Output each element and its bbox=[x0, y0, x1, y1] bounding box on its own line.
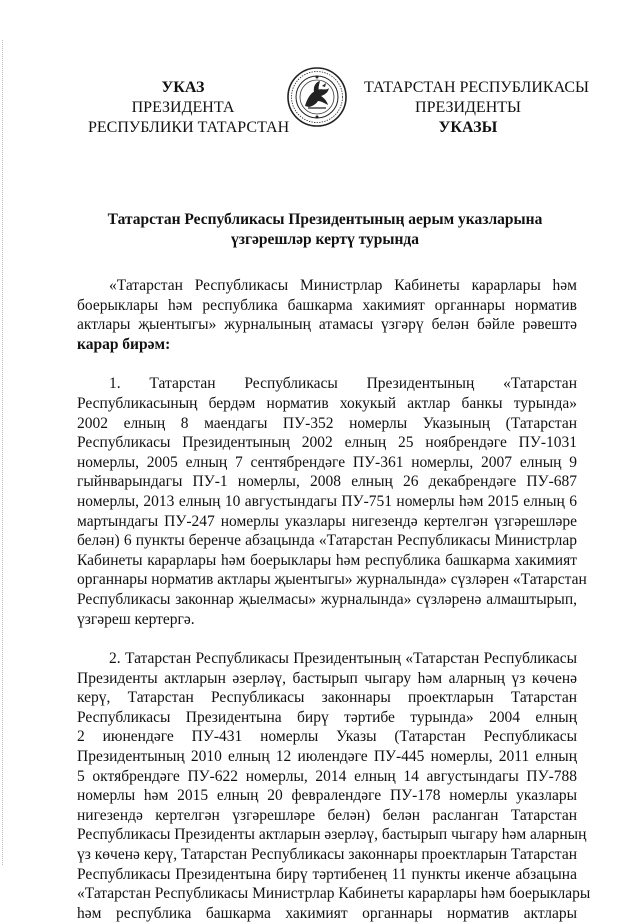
decree-title-line: үзгәрешләр кертү турында bbox=[230, 231, 420, 248]
text-line: Кабинеты карарлары һәм боерыклары һәм республика башкарма хакимият bbox=[77, 551, 577, 569]
paragraph-1 bbox=[77, 374, 587, 629]
header-right-line: УКАЗЫ bbox=[438, 119, 498, 136]
text-line: гыйнварындагы ПУ-1 номерлы, 2008 елның 26 декабрендәге ПУ-687 bbox=[77, 473, 577, 491]
text-line: номерлы һәм 2015 елның 20 февралендәге ПУ-178 номерлы указлары bbox=[77, 787, 577, 805]
text-line: 5 октябрендәге ПУ-622 номерлы, 2014 елның 14 августындагы ПУ-788 bbox=[77, 767, 577, 785]
tatarstan-coat-of-arms-icon bbox=[286, 66, 348, 128]
text-line: үзгәреш кертергә. bbox=[77, 610, 195, 628]
text-line: Республикасы Президенты актларын әзерләү, бастырып чыгару һәм аларның bbox=[77, 826, 587, 844]
decree-colon: : bbox=[165, 335, 171, 353]
header-left-line: РЕСПУБЛИКИ ТАТАРСТАН bbox=[88, 119, 290, 136]
text-line: 1. Татарстан Республикасы Президентының «Татарстан bbox=[109, 375, 577, 393]
text-line: нигезендә кертелгән үзгәрешләре белән) белән расланган Татарстан bbox=[77, 806, 577, 824]
decree-word: карар бирәм bbox=[77, 335, 166, 353]
text-line: керү, Татарстан Республикасы законнары проектларын Татарстан bbox=[77, 689, 577, 707]
decree-title-line: Татарстан Республикасы Президентының аерым указларына bbox=[107, 211, 543, 228]
text-line: һәм республика башкарма хакимият органнары норматив актлары bbox=[77, 904, 577, 922]
text-line: «Татарстан Республикасы Министрлар Кабинеты карарлары һәм боерыклары bbox=[77, 885, 591, 903]
text-line: актлары җыентыгы» журналының атамасы үзгәрү белән бәйле рәвештә bbox=[77, 316, 577, 334]
text-line: Республикасының бердәм норматив хокукый актлар банкы турында» bbox=[77, 394, 577, 412]
text-line: Республикасы Президентына бирү тәртибенең 11 пункты икенче абзацына bbox=[77, 865, 577, 883]
paragraph-2 bbox=[77, 649, 591, 923]
header-left-line: ПРЕЗИДЕНТА bbox=[131, 99, 235, 116]
text-line: органнары норматив актлары җыентыгы» журналында» сүзләрен «Татарстан bbox=[77, 571, 587, 589]
header-left-block bbox=[88, 78, 290, 138]
header-right-line: ПРЕЗИДЕНТЫ bbox=[415, 99, 521, 116]
text-line: 2. Татарстан Республикасы Президентының «Татарстан Республикасы bbox=[109, 650, 577, 668]
page-edge-mark bbox=[2, 40, 4, 865]
text-line: белән) 6 пункты беренче абзацында «Татарстан Республикасы Министрлар bbox=[77, 532, 577, 550]
text-line: үз көченә керү, Татарстан Республикасы законнары проектларын Татарстан bbox=[77, 846, 578, 864]
text-line: мартындагы ПУ-247 номерлы указлары нигезендә кертелгән үзгәрешләре bbox=[77, 512, 577, 530]
text-line: боерыклары һәм республика башкарма хакимият органнары норматив bbox=[77, 296, 577, 314]
text-line: номерлы, 2005 елның 7 сентябрендәге ПУ-361 номерлы, 2007 елның 9 bbox=[77, 453, 577, 471]
preamble bbox=[77, 276, 577, 354]
text-line: «Татарстан Республикасы Министрлар Кабинеты карарлары һәм bbox=[109, 277, 577, 294]
header-left-line: УКАЗ bbox=[161, 79, 205, 96]
text-line: Республикасы законнар җыелмасы» журналында» сүзләренә алмаштырып, bbox=[77, 590, 577, 608]
decree-phrase bbox=[77, 335, 577, 355]
text-line: номерлы, 2013 елның 10 августындагы ПУ-751 номерлы һәм 2015 елның 6 bbox=[77, 492, 577, 510]
header-right-block bbox=[364, 78, 589, 138]
decree-title bbox=[90, 210, 560, 250]
decree-body bbox=[77, 276, 591, 923]
text-line: Республикасы Президентына бирү тәртибе турында» 2004 елның bbox=[77, 708, 577, 726]
text-line: 2002 елның 8 маендагы ПУ-352 номерлы Указының (Татарстан bbox=[77, 414, 577, 432]
text-line: Республикасы Президентының 2002 елның 25 ноябрендәге ПУ-1031 bbox=[77, 434, 577, 452]
text-line: Президенты актларын әзерләү, бастырып чыгару һәм аларның үз көченә bbox=[77, 669, 577, 687]
header-right-line: ТАТАРСТАН РЕСПУБЛИКАСЫ bbox=[364, 79, 589, 96]
text-line: Президентының 2010 елның 12 июлендәге ПУ-445 номерлы, 2011 елның bbox=[77, 748, 577, 766]
text-line: 2 июнендәге ПУ-431 номерлы Указы (Татарстан Республикасы bbox=[77, 728, 577, 746]
